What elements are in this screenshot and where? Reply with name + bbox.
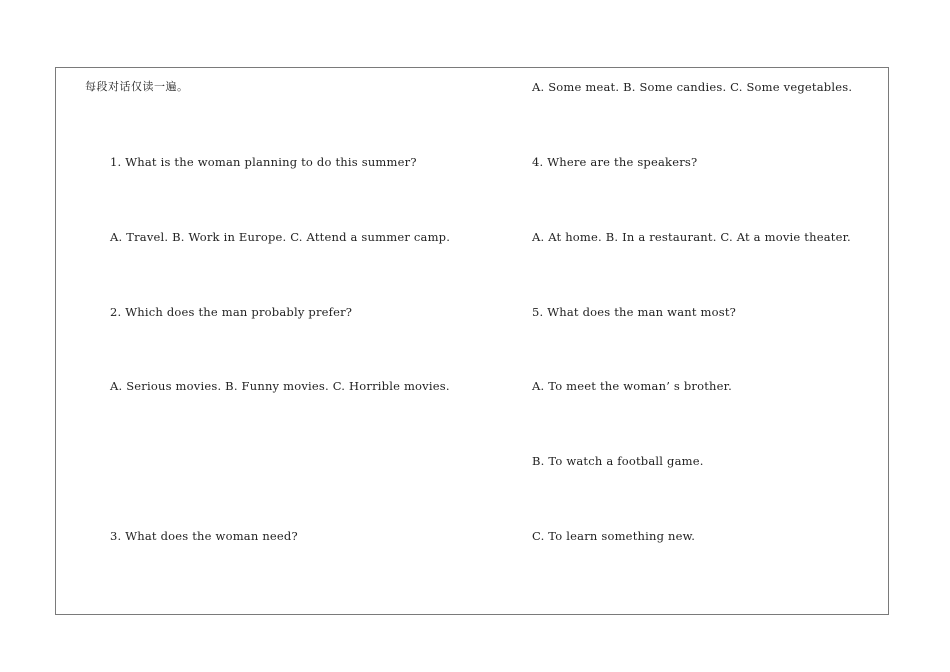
question-4-options: A. At home. B. In a restaurant. C. At a movie theater. xyxy=(532,230,851,244)
question-3: 3. What does the woman need? xyxy=(110,529,298,543)
question-2: 2. Which does the man probably prefer? xyxy=(110,305,353,319)
question-5-option-b: B. To watch a football game. xyxy=(532,454,704,468)
instruction-text: 每段对话仅读一遍。 xyxy=(85,80,189,93)
question-3-options: A. Some meat. B. Some candies. C. Some vegetables. xyxy=(532,80,853,94)
question-1-options: A. Travel. B. Work in Europe. C. Attend a summer camp. xyxy=(110,230,451,244)
question-1: 1. What is the woman planning to do this summer? xyxy=(110,155,417,169)
question-2-options: A. Serious movies. B. Funny movies. C. Horrible movies. xyxy=(110,379,450,393)
question-4: 4. Where are the speakers? xyxy=(532,155,698,169)
question-5-option-c: C. To learn something new. xyxy=(532,529,696,543)
question-5-option-a: A. To meet the woman’ s brother. xyxy=(532,379,732,393)
question-5: 5. What does the man want most? xyxy=(532,305,737,319)
